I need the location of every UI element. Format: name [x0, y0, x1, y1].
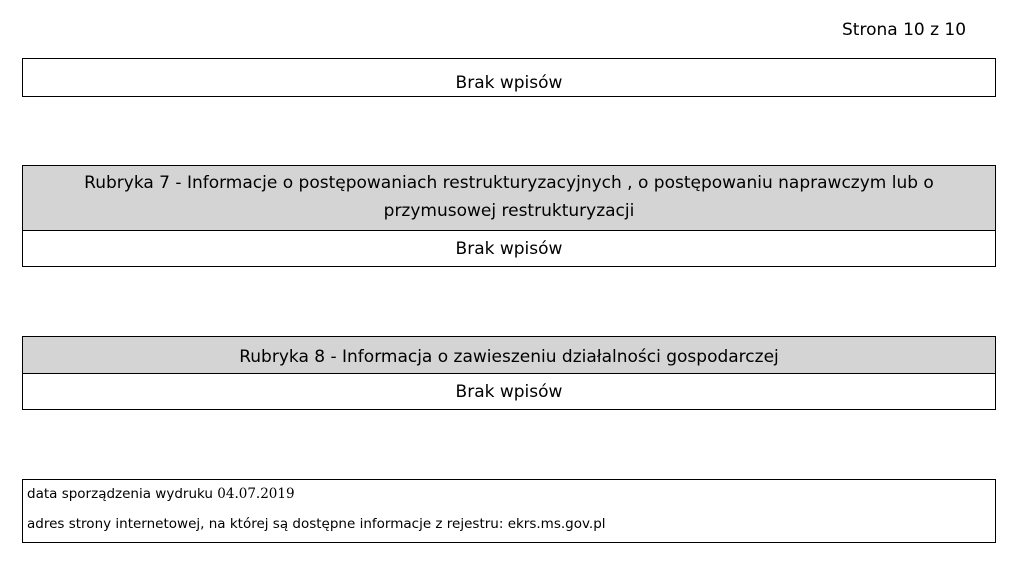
section-rubryka-7 — [22, 165, 996, 267]
website-label: adres strony internetowej, na której są dostępne informacje z rejestru: — [27, 516, 504, 532]
section-header: Rubryka 7 - Informacje o postępowaniach restrukturyzacyjnych , o postępowaniu naprawczym lub o przymusowej restrukturyzacji — [23, 166, 995, 231]
website-line — [27, 517, 991, 532]
print-info-footer — [22, 479, 996, 543]
section-previous — [22, 58, 996, 97]
section-header: Rubryka 8 - Informacja o zawieszeniu działalności gospodarczej — [23, 337, 995, 374]
no-entries-text: Brak wpisów — [455, 239, 563, 259]
no-entries-text: Brak wpisów — [455, 382, 563, 402]
print-date-line — [27, 487, 991, 502]
section-rubryka-8 — [22, 336, 996, 410]
print-date-value: 04.07.2019 — [217, 486, 295, 502]
website-link[interactable]: ekrs.ms.gov.pl — [507, 516, 606, 532]
page-number: Strona 10 z 10 — [842, 20, 967, 40]
no-entries-text: Brak wpisów — [455, 73, 563, 93]
print-date-label: data sporządzenia wydruku — [27, 486, 213, 502]
